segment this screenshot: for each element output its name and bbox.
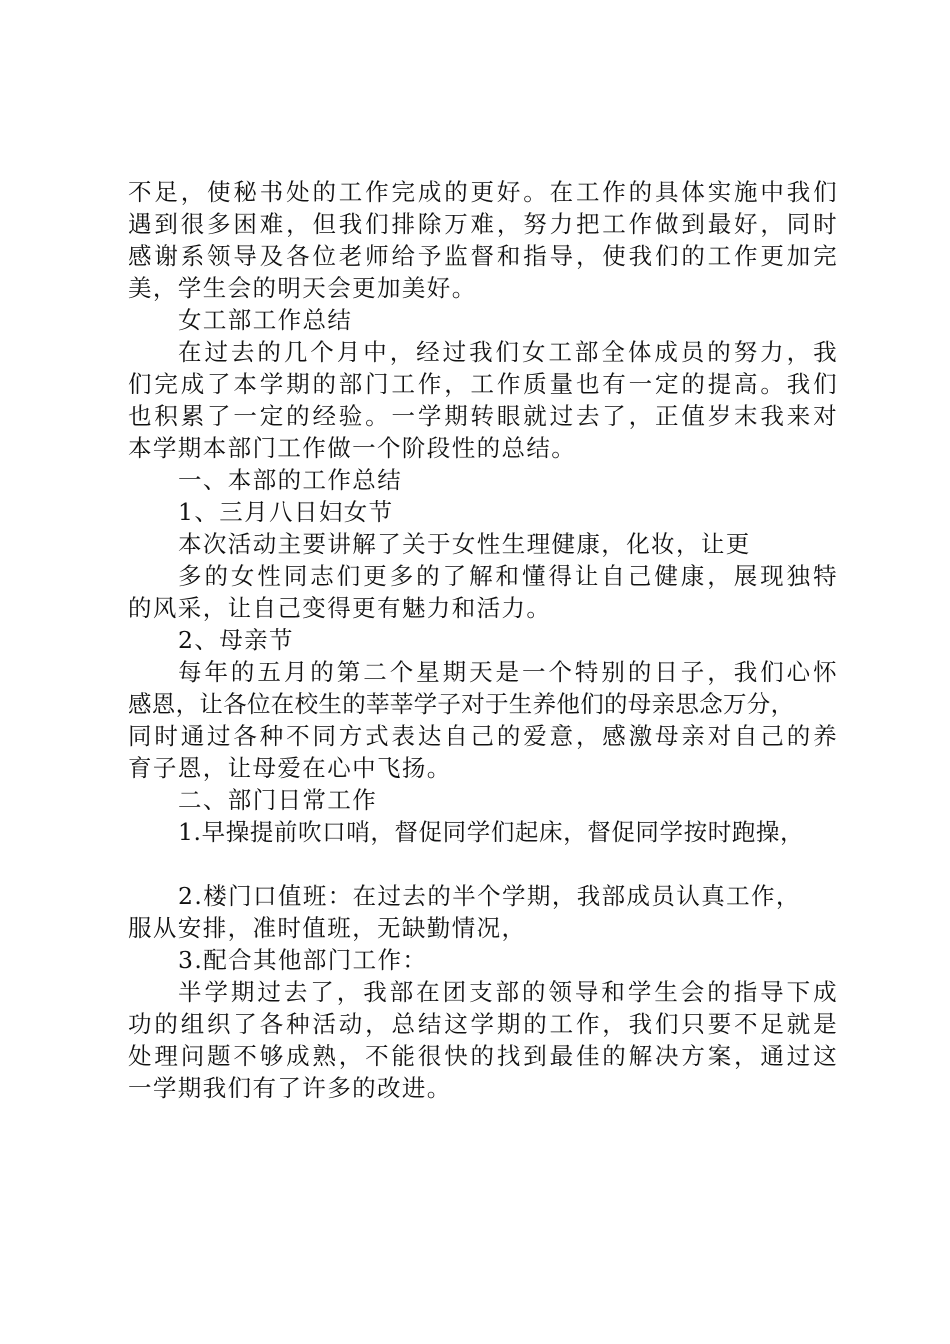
section-heading: 女工部工作总结: [178, 306, 353, 334]
body-text-line: 的风采，让自己变得更有魅力和活力。: [128, 594, 552, 622]
body-text-line: 1.早操提前吹口哨，督促同学们起床，督促同学按时跑操，: [178, 818, 805, 846]
body-text-line: 育子恩，让母爱在心中飞扬。: [128, 754, 452, 782]
item-heading: 1、三月八日妇女节: [178, 498, 394, 526]
item-heading: 2、母亲节: [178, 626, 294, 654]
body-text-line: 3.配合其他部门工作：: [178, 946, 428, 974]
body-text-line: 不足，使秘书处的工作完成的更好。在工作的具体实施中我们: [128, 178, 838, 206]
body-text-line: 本次活动主要讲解了关于女性生理健康，化妆，让更: [178, 530, 751, 558]
body-text-line: 感谢系领导及各位老师给予监督和指导，使我们的工作更加完: [128, 242, 838, 270]
body-text-line: 感恩，让各位在校生的莘莘学子对于生养他们的母亲思念万分，: [128, 690, 795, 718]
body-text-line: 2.楼门口值班：在过去的半个学期，我部成员认真工作，: [178, 882, 801, 910]
body-text-line: 也积累了一定的经验。一学期转眼就过去了，正值岁末我来对: [128, 402, 838, 430]
body-text-line: 美，学生会的明天会更加美好。: [128, 274, 477, 302]
body-text-line: 遇到很多困难，但我们排除万难，努力把工作做到最好，同时: [128, 210, 838, 238]
body-text-line: 一学期我们有了许多的改进。: [128, 1074, 452, 1102]
body-text-line: 每年的五月的第二个星期天是一个特别的日子，我们心怀: [178, 658, 838, 686]
subsection-heading: 一、本部的工作总结: [178, 466, 403, 494]
body-text-line: 本学期本部门工作做一个阶段性的总结。: [128, 434, 577, 462]
body-text-line: 同时通过各种不同方式表达自己的爱意，感激母亲对自己的养: [128, 722, 838, 750]
body-text-line: 在过去的几个月中，经过我们女工部全体成员的努力，我: [178, 338, 838, 366]
body-text-line: 功的组织了各种活动，总结这学期的工作，我们只要不足就是: [128, 1010, 838, 1038]
body-text-line: 半学期过去了，我部在团支部的领导和学生会的指导下成: [178, 978, 838, 1006]
body-text-line: 们完成了本学期的部门工作，工作质量也有一定的提高。我们: [128, 370, 838, 398]
subsection-heading: 二、部门日常工作: [178, 786, 378, 814]
body-text-line: 多的女性同志们更多的了解和懂得让自己健康，展现独特: [178, 562, 838, 590]
body-text-line: 服从安排，准时值班，无缺勤情况，: [128, 914, 527, 942]
body-text-line: 处理问题不够成熟，不能很快的找到最佳的解决方案，通过这: [128, 1042, 838, 1070]
